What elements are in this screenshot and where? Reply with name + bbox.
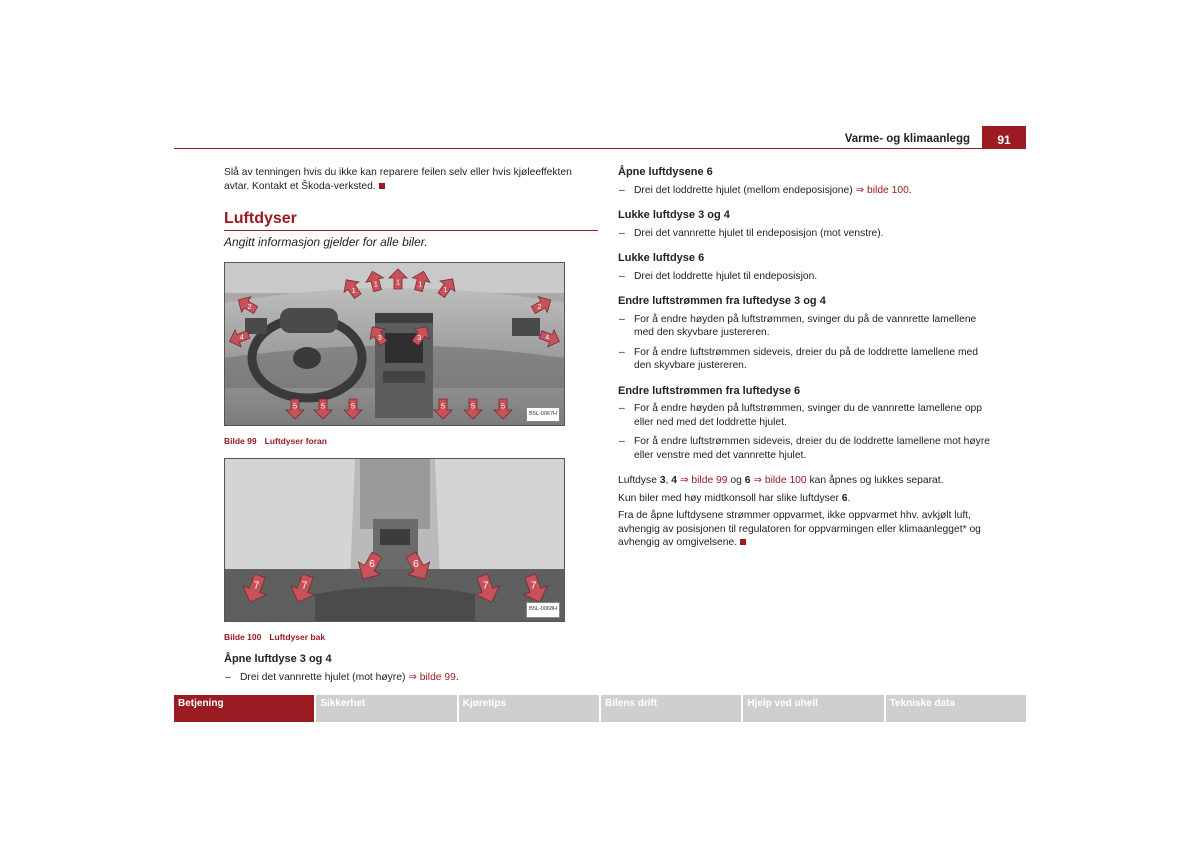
subheading: Lukke luftdyse 3 og 4 [618, 209, 730, 221]
vent-number: 5 [320, 401, 326, 411]
arrow-ref-icon: ⇒ [753, 475, 762, 486]
figure-link[interactable]: bilde 99 [419, 671, 456, 683]
vent-number: 3 [417, 332, 422, 342]
section-subtitle: Angitt informasjon gjelder for alle biler. [224, 234, 428, 249]
running-header-title: Varme- og klimaanlegg [844, 133, 970, 145]
block-close-vent-3-4 [618, 209, 990, 240]
right-column [618, 166, 990, 554]
figure-link[interactable]: bilde 100 [867, 184, 909, 196]
figure-code: B5L-0068H [526, 602, 560, 618]
subheading-open-vent-3-4: Åpne luftdyse 3 og 4 [224, 653, 332, 665]
nav-tab-kjoretips[interactable]: Kjøretips [459, 695, 599, 722]
instruction-item: – For å endre høyden på luftstrømmen, svinger du på de vannrette lamellene med den skyvbare justereren. [619, 313, 977, 338]
nav-tab-bilens-drift[interactable]: Bilens drift [601, 695, 741, 722]
block-change-airflow-6 [618, 385, 990, 463]
end-of-section-icon [740, 539, 746, 545]
subheading: Endre luftstrømmen fra luftedyse 6 [618, 384, 801, 397]
rear-cabin-illustration [225, 459, 564, 621]
vent-number: 5 [350, 401, 356, 411]
figure-caption: Bilde 99 Luftdyser foran [224, 436, 327, 446]
block-open-vents-6 [618, 166, 990, 197]
vent-number: 2 [247, 302, 252, 311]
figure-rear-vents [224, 458, 565, 622]
figure-front-vents [224, 262, 565, 426]
nav-tab-tekniske-data[interactable]: Tekniske data [886, 695, 1026, 722]
vent-number: 3 [377, 332, 382, 342]
summary-paragraph-1: Luftdyse 3, 4 ⇒ bilde 99 og 6 ⇒ bilde 100 kan åpnes og lukkes separat. [618, 475, 944, 486]
vent-number: 5 [500, 401, 506, 411]
vent-number: 6 [369, 557, 376, 570]
left-column [224, 166, 598, 690]
block-change-airflow-3-4 [618, 295, 990, 373]
dashboard-illustration [225, 263, 564, 425]
instruction-item: – Drei det loddrette hjulet til endeposisjon. [619, 270, 818, 282]
vent-number: 1 [351, 285, 356, 295]
nav-tab-hjelp-ved-uhell[interactable]: Hjelp ved uhell [743, 695, 883, 722]
section-title: Luftdyser [224, 210, 297, 227]
arrow-ref-icon: ⇒ [679, 475, 689, 486]
vent-number: 7 [482, 579, 489, 592]
vent-number: 5 [292, 401, 298, 411]
end-of-section-icon [379, 183, 385, 189]
vent-number: 6 [412, 557, 419, 570]
chapter-nav [174, 695, 1026, 722]
nav-tab-sikkerhet[interactable]: Sikkerhet [316, 695, 456, 722]
instruction-item: – Drei det vannrette hjulet (mot høyre) ⇒ bilde 99. [225, 671, 459, 683]
instruction-item: – Drei det vannrette hjulet til endeposisjon (mot venstre). [619, 227, 884, 239]
figure-link[interactable]: bilde 100 [764, 475, 807, 486]
vent-number: 1 [373, 279, 378, 289]
vent-number: 7 [301, 579, 308, 592]
instruction-item: – For å endre høyden på luftstrømmen, svinger du de vannrette lamellene opp eller ned med det loddrette hjulet. [619, 403, 982, 428]
instruction-item: – For å endre luftstrømmen sideveis, dreier du på de loddrette lamellene med den skyvbare justereren. [619, 346, 978, 371]
block-close-vent-6 [618, 252, 990, 283]
intro-paragraph: Slå av tenningen hvis du ikke kan reparere feilen selv eller hvis kjøleeffekten avtar. Kontakt et Škoda-verksted. [224, 167, 572, 192]
vent-number: 1 [418, 279, 423, 289]
vent-number: 5 [440, 401, 446, 411]
summary-paragraph-3: Fra de åpne luftdysene strømmer oppvarmet, ikke oppvarmet hhv. avkjølt luft, avhengig av posisjonen til regulatoren for oppvarmingen eller klimaanlegget* og avhengig av omgivelsene. [618, 510, 981, 548]
vent-number: 1 [443, 284, 448, 294]
figure-caption: Bilde 100 Luftdyser bak [224, 631, 326, 642]
vent-number: 1 [395, 277, 401, 287]
arrow-ref-icon: ⇒ [408, 671, 417, 683]
figure-code: B5L-0067H [526, 407, 560, 423]
header-rule [174, 148, 1026, 149]
arrow-ref-icon: ⇒ [855, 184, 865, 196]
nav-tab-betjening[interactable]: Betjening [174, 695, 314, 722]
vent-number: 5 [470, 401, 476, 411]
subheading: Åpne luftdysene 6 [618, 166, 713, 178]
figure-link[interactable]: bilde 99 [691, 475, 728, 486]
vent-number: 4 [239, 332, 244, 342]
vent-number: 2 [537, 302, 542, 311]
page-number: 91 [982, 126, 1026, 149]
summary-paragraph-2: Kun biler med høy midtkonsoll har slike luftdyser 6. [618, 492, 851, 504]
vent-number: 4 [545, 332, 550, 342]
subheading: Endre luftstrømmen fra luftedyse 3 og 4 [618, 295, 826, 307]
instruction-item: – For å endre luftstrømmen sideveis, dreier du de loddrette lamellene mot høyre eller venstre med det vannrette hjulet. [619, 436, 990, 461]
section-rule [224, 230, 598, 231]
vent-number: 7 [530, 579, 537, 592]
vent-number: 7 [253, 579, 260, 592]
subheading: Lukke luftdyse 6 [618, 252, 705, 264]
instruction-item: – Drei det loddrette hjulet (mellom endeposisjone) ⇒ bilde 100. [619, 184, 912, 196]
